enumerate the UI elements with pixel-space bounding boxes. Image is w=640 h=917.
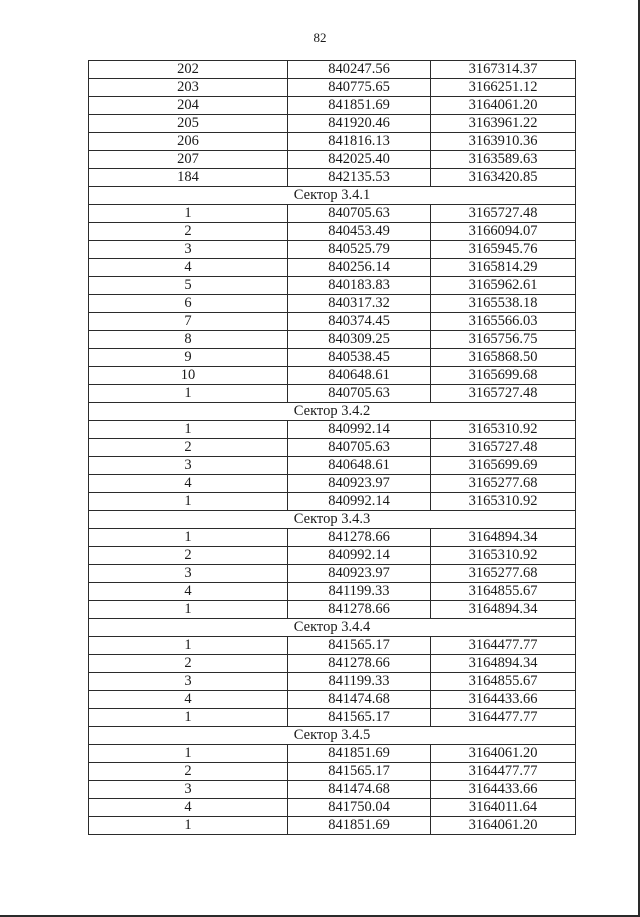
- y-coordinate-cell: 3164061.20: [431, 745, 576, 763]
- x-coordinate-cell: 840538.45: [288, 349, 431, 367]
- point-number-cell: 8: [89, 331, 288, 349]
- y-coordinate-cell: 3163910.36: [431, 133, 576, 151]
- y-coordinate-cell: 3163589.63: [431, 151, 576, 169]
- table-row: [89, 691, 576, 709]
- point-number-cell: 10: [89, 367, 288, 385]
- table-row: [89, 115, 576, 133]
- point-number-cell: 7: [89, 313, 288, 331]
- x-coordinate-cell: 841278.66: [288, 529, 431, 547]
- y-coordinate-cell: 3165756.75: [431, 331, 576, 349]
- table-row: [89, 367, 576, 385]
- table-row: [89, 223, 576, 241]
- point-number-cell: 4: [89, 475, 288, 493]
- page-number: 82: [313, 30, 327, 45]
- y-coordinate-cell: 3164477.77: [431, 763, 576, 781]
- sector-title: Сектор 3.4.2: [89, 403, 576, 421]
- y-coordinate-cell: 3164894.34: [431, 529, 576, 547]
- table-row: [89, 97, 576, 115]
- table-row: [89, 295, 576, 313]
- point-number-cell: 1: [89, 745, 288, 763]
- point-number-cell: 2: [89, 547, 288, 565]
- y-coordinate-cell: 3164855.67: [431, 583, 576, 601]
- table-row: [89, 169, 576, 187]
- point-number-cell: 2: [89, 763, 288, 781]
- table-row: [89, 79, 576, 97]
- table-row: [89, 439, 576, 457]
- table-row: [89, 763, 576, 781]
- point-number-cell: 184: [89, 169, 288, 187]
- y-coordinate-cell: 3164061.20: [431, 817, 576, 835]
- y-coordinate-cell: 3165566.03: [431, 313, 576, 331]
- table-row: [89, 277, 576, 295]
- x-coordinate-cell: 840923.97: [288, 565, 431, 583]
- x-coordinate-cell: 841851.69: [288, 817, 431, 835]
- y-coordinate-cell: 3164894.34: [431, 655, 576, 673]
- table-row: [89, 601, 576, 619]
- x-coordinate-cell: 842025.40: [288, 151, 431, 169]
- point-number-cell: 1: [89, 637, 288, 655]
- point-number-cell: 4: [89, 259, 288, 277]
- x-coordinate-cell: 840705.63: [288, 385, 431, 403]
- sector-title: Сектор 3.4.3: [89, 511, 576, 529]
- point-number-cell: 9: [89, 349, 288, 367]
- table-row: [89, 529, 576, 547]
- y-coordinate-cell: 3165727.48: [431, 439, 576, 457]
- x-coordinate-cell: 840525.79: [288, 241, 431, 259]
- x-coordinate-cell: 840317.32: [288, 295, 431, 313]
- point-number-cell: 1: [89, 205, 288, 223]
- point-number-cell: 1: [89, 385, 288, 403]
- point-number-cell: 203: [89, 79, 288, 97]
- x-coordinate-cell: 841565.17: [288, 763, 431, 781]
- sector-title: Сектор 3.4.4: [89, 619, 576, 637]
- table-row: [89, 259, 576, 277]
- y-coordinate-cell: 3164894.34: [431, 601, 576, 619]
- x-coordinate-cell: 841750.04: [288, 799, 431, 817]
- table-row: [89, 331, 576, 349]
- table-row: [89, 781, 576, 799]
- point-number-cell: 206: [89, 133, 288, 151]
- y-coordinate-cell: 3165277.68: [431, 565, 576, 583]
- x-coordinate-cell: 840648.61: [288, 457, 431, 475]
- sector-header-row: [89, 727, 576, 745]
- x-coordinate-cell: 840923.97: [288, 475, 431, 493]
- x-coordinate-cell: 841565.17: [288, 709, 431, 727]
- table-row: [89, 565, 576, 583]
- x-coordinate-cell: 840309.25: [288, 331, 431, 349]
- point-number-cell: 2: [89, 223, 288, 241]
- coordinates-table: [88, 60, 576, 835]
- point-number-cell: 1: [89, 709, 288, 727]
- x-coordinate-cell: 841565.17: [288, 637, 431, 655]
- point-number-cell: 1: [89, 601, 288, 619]
- x-coordinate-cell: 840247.56: [288, 61, 431, 79]
- table-row: [89, 745, 576, 763]
- y-coordinate-cell: 3166094.07: [431, 223, 576, 241]
- coordinates-table-body: [89, 61, 576, 835]
- point-number-cell: 207: [89, 151, 288, 169]
- point-number-cell: 2: [89, 439, 288, 457]
- y-coordinate-cell: 3164477.77: [431, 709, 576, 727]
- table-row: [89, 313, 576, 331]
- x-coordinate-cell: 841474.68: [288, 691, 431, 709]
- table-row: [89, 673, 576, 691]
- table-row: [89, 205, 576, 223]
- x-coordinate-cell: 840183.83: [288, 277, 431, 295]
- y-coordinate-cell: 3165962.61: [431, 277, 576, 295]
- y-coordinate-cell: 3164433.66: [431, 781, 576, 799]
- x-coordinate-cell: 841851.69: [288, 97, 431, 115]
- table-row: [89, 547, 576, 565]
- y-coordinate-cell: 3165310.92: [431, 493, 576, 511]
- point-number-cell: 3: [89, 565, 288, 583]
- x-coordinate-cell: 841278.66: [288, 601, 431, 619]
- y-coordinate-cell: 3166251.12: [431, 79, 576, 97]
- point-number-cell: 1: [89, 529, 288, 547]
- point-number-cell: 4: [89, 691, 288, 709]
- y-coordinate-cell: 3165727.48: [431, 385, 576, 403]
- x-coordinate-cell: 840775.65: [288, 79, 431, 97]
- y-coordinate-cell: 3165538.18: [431, 295, 576, 313]
- y-coordinate-cell: 3164011.64: [431, 799, 576, 817]
- y-coordinate-cell: 3165868.50: [431, 349, 576, 367]
- table-row: [89, 709, 576, 727]
- table-row: [89, 61, 576, 79]
- x-coordinate-cell: 840705.63: [288, 205, 431, 223]
- x-coordinate-cell: 841199.33: [288, 583, 431, 601]
- table-row: [89, 385, 576, 403]
- point-number-cell: 2: [89, 655, 288, 673]
- table-row: [89, 655, 576, 673]
- y-coordinate-cell: 3165699.68: [431, 367, 576, 385]
- point-number-cell: 202: [89, 61, 288, 79]
- point-number-cell: 1: [89, 817, 288, 835]
- x-coordinate-cell: 841278.66: [288, 655, 431, 673]
- x-coordinate-cell: 840256.14: [288, 259, 431, 277]
- sector-title: Сектор 3.4.5: [89, 727, 576, 745]
- point-number-cell: 4: [89, 583, 288, 601]
- table-row: [89, 151, 576, 169]
- x-coordinate-cell: 841816.13: [288, 133, 431, 151]
- y-coordinate-cell: 3165945.76: [431, 241, 576, 259]
- table-row: [89, 637, 576, 655]
- y-coordinate-cell: 3164433.66: [431, 691, 576, 709]
- y-coordinate-cell: 3163420.85: [431, 169, 576, 187]
- point-number-cell: 3: [89, 781, 288, 799]
- y-coordinate-cell: 3165727.48: [431, 205, 576, 223]
- table-row: [89, 133, 576, 151]
- point-number-cell: 1: [89, 421, 288, 439]
- sector-header-row: [89, 619, 576, 637]
- table-row: [89, 817, 576, 835]
- table-row: [89, 799, 576, 817]
- point-number-cell: 204: [89, 97, 288, 115]
- sector-title: Сектор 3.4.1: [89, 187, 576, 205]
- table-row: [89, 457, 576, 475]
- point-number-cell: 3: [89, 241, 288, 259]
- point-number-cell: 3: [89, 673, 288, 691]
- table-row: [89, 421, 576, 439]
- x-coordinate-cell: 840453.49: [288, 223, 431, 241]
- y-coordinate-cell: 3165699.69: [431, 457, 576, 475]
- x-coordinate-cell: 840648.61: [288, 367, 431, 385]
- x-coordinate-cell: 841920.46: [288, 115, 431, 133]
- x-coordinate-cell: 840992.14: [288, 421, 431, 439]
- x-coordinate-cell: 841474.68: [288, 781, 431, 799]
- x-coordinate-cell: 841851.69: [288, 745, 431, 763]
- x-coordinate-cell: 840374.45: [288, 313, 431, 331]
- table-row: [89, 583, 576, 601]
- point-number-cell: 6: [89, 295, 288, 313]
- y-coordinate-cell: 3163961.22: [431, 115, 576, 133]
- y-coordinate-cell: 3165310.92: [431, 421, 576, 439]
- table-row: [89, 241, 576, 259]
- point-number-cell: 205: [89, 115, 288, 133]
- x-coordinate-cell: 840705.63: [288, 439, 431, 457]
- table-row: [89, 349, 576, 367]
- x-coordinate-cell: 841199.33: [288, 673, 431, 691]
- table-row: [89, 493, 576, 511]
- y-coordinate-cell: 3164061.20: [431, 97, 576, 115]
- y-coordinate-cell: 3167314.37: [431, 61, 576, 79]
- sector-header-row: [89, 403, 576, 421]
- sector-header-row: [89, 187, 576, 205]
- x-coordinate-cell: 840992.14: [288, 547, 431, 565]
- x-coordinate-cell: 842135.53: [288, 169, 431, 187]
- y-coordinate-cell: 3165277.68: [431, 475, 576, 493]
- table-row: [89, 475, 576, 493]
- y-coordinate-cell: 3165814.29: [431, 259, 576, 277]
- point-number-cell: 5: [89, 277, 288, 295]
- point-number-cell: 4: [89, 799, 288, 817]
- y-coordinate-cell: 3164855.67: [431, 673, 576, 691]
- point-number-cell: 3: [89, 457, 288, 475]
- sector-header-row: [89, 511, 576, 529]
- y-coordinate-cell: 3165310.92: [431, 547, 576, 565]
- x-coordinate-cell: 840992.14: [288, 493, 431, 511]
- y-coordinate-cell: 3164477.77: [431, 637, 576, 655]
- point-number-cell: 1: [89, 493, 288, 511]
